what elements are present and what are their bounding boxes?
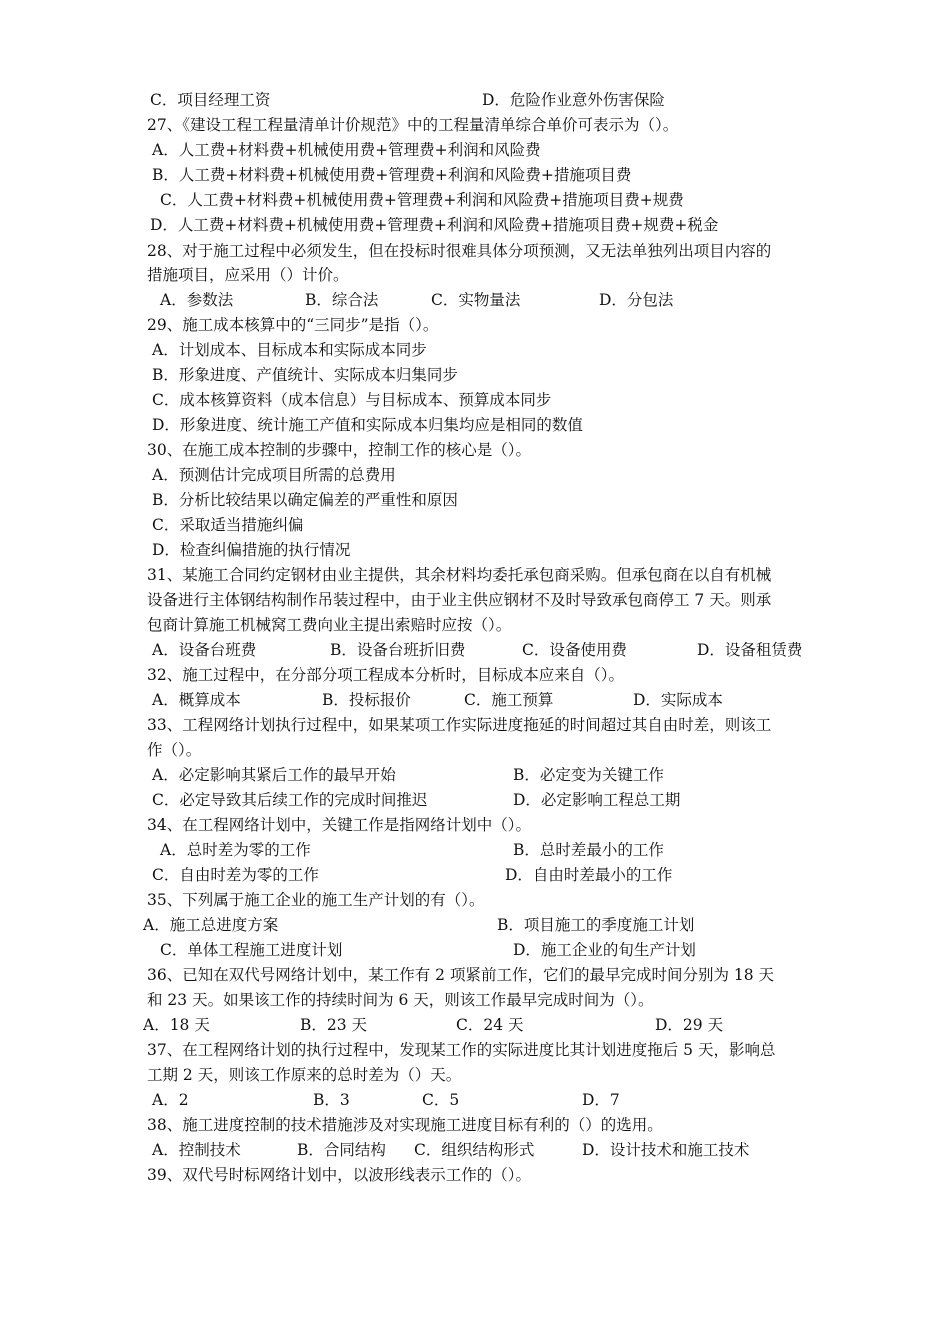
- text-segment: B．3: [313, 1091, 350, 1109]
- text-segment: D．危险作业意外伤害保险: [482, 91, 665, 109]
- text-segment: B．设备台班折旧费: [330, 641, 466, 659]
- text-segment: 31、某施工合同约定钢材由业主提供，其余材料均委托承包商采购。但承包商在以自有机械: [147, 566, 772, 584]
- text-segment: A．施工总进度方案: [143, 916, 279, 934]
- text-segment: 30、在施工成本控制的步骤中，控制工作的核心是（）。: [147, 441, 531, 459]
- text-segment: 27、《建设工程工程量清单计价规范》中的工程量清单综合单价可表示为（）。: [147, 116, 679, 134]
- text-segment: C．自由时差为零的工作: [152, 866, 319, 884]
- text-segment: D．设计技术和施工技术: [582, 1141, 750, 1159]
- text-segment: B．人工费+材料费+机械使用费+管理费+利润和风险费+措施项目费: [152, 166, 632, 184]
- text-segment: 作（）。: [147, 741, 202, 759]
- text-segment: 32、施工过程中，在分部分项工程成本分析时，目标成本应来自（）。: [147, 666, 624, 684]
- text-segment: C．组织结构形式: [414, 1141, 535, 1159]
- text-segment: A．18 天: [143, 1016, 210, 1034]
- text-segment: C．实物量法: [431, 291, 521, 309]
- text-segment: D．必定影响工程总工期: [513, 791, 681, 809]
- text-segment: A．控制技术: [152, 1141, 241, 1159]
- text-segment: B．分析比较结果以确定偏差的严重性和原因: [152, 491, 458, 509]
- text-segment: A．参数法: [160, 291, 234, 309]
- text-segment: 38、施工进度控制的技术措施涉及对实现施工进度目标有利的（）的选用。: [147, 1116, 663, 1134]
- text-segment: C．项目经理工资: [150, 91, 271, 109]
- text-segment: A．必定影响其紧后工作的最早开始: [152, 766, 396, 784]
- text-segment: C．设备使用费: [522, 641, 627, 659]
- text-segment: D．29 天: [655, 1016, 724, 1034]
- text-segment: 36、已知在双代号网络计划中，某工作有 2 项紧前工作，它们的最早完成时间分别为 18 天: [147, 966, 775, 984]
- text-segment: C．施工预算: [464, 691, 554, 709]
- text-segment: B．项目施工的季度施工计划: [497, 916, 695, 934]
- text-segment: D．分包法: [599, 291, 674, 309]
- text-segment: 和 23 天。如果该工作的持续时间为 6 天，则该工作最早完成时间为（）。: [147, 991, 654, 1009]
- text-segment: B．必定变为关键工作: [513, 766, 664, 784]
- text-segment: D．设备租赁费: [697, 641, 803, 659]
- text-segment: 措施项目，应采用（）计价。: [147, 266, 349, 284]
- text-segment: A．设备台班费: [152, 641, 257, 659]
- text-segment: D．施工企业的旬生产计划: [513, 941, 696, 959]
- text-segment: D．形象进度、统计施工产值和实际成本归集均应是相同的数值: [152, 416, 583, 434]
- text-segment: A．预测估计完成项目所需的总费用: [152, 466, 396, 484]
- text-segment: 35、下列属于施工企业的施工生产计划的有（）。: [147, 891, 485, 909]
- text-segment: D．7: [582, 1091, 620, 1109]
- text-segment: 39、双代号时标网络计划中，以波形线表示工作的（）。: [147, 1166, 531, 1184]
- text-segment: 包商计算施工机械窝工费向业主提出索赔时应按（）。: [147, 616, 512, 634]
- text-segment: 28、对于施工过程中必须发生，但在投标时很难具体分项预测，又无法单独列出项目内容的: [147, 242, 772, 260]
- text-segment: D．实际成本: [633, 691, 723, 709]
- text-segment: C．必定导致其后续工作的完成时间推迟: [152, 791, 428, 809]
- text-segment: C．24 天: [456, 1016, 524, 1034]
- text-segment: C．5: [422, 1091, 460, 1109]
- text-segment: A．计划成本、目标成本和实际成本同步: [152, 341, 427, 359]
- text-segment: A．总时差为零的工作: [160, 841, 311, 859]
- text-segment: B．综合法: [305, 291, 379, 309]
- text-segment: A．人工费+材料费+机械使用费+管理费+利润和风险费: [152, 141, 541, 159]
- text-segment: D．自由时差最小的工作: [505, 866, 673, 884]
- text-segment: 29、施工成本核算中的“三同步”是指（）。: [147, 316, 439, 334]
- text-segment: A．2: [152, 1091, 189, 1109]
- text-segment: C．单体工程施工进度计划: [160, 941, 343, 959]
- text-segment: C．人工费+材料费+机械使用费+管理费+利润和风险费+措施项目费+规费: [160, 191, 684, 209]
- text-segment: B．总时差最小的工作: [513, 841, 664, 859]
- text-segment: 工期 2 天，则该工作原来的总时差为（）天。: [147, 1066, 462, 1084]
- text-segment: 34、在工程网络计划中，关键工作是指网络计划中（）。: [147, 816, 531, 834]
- text-segment: A．概算成本: [152, 691, 241, 709]
- text-segment: B．投标报价: [322, 691, 411, 709]
- text-segment: D．人工费+材料费+机械使用费+管理费+利润和风险费+措施项目费+规费+税金: [150, 216, 719, 234]
- text-segment: C．采取适当措施纠偏: [152, 516, 304, 534]
- text-segment: 33、工程网络计划执行过程中，如果某项工作实际进度拖延的时间超过其自由时差，则该工: [147, 716, 772, 734]
- text-segment: D．检查纠偏措施的执行情况: [152, 541, 351, 559]
- text-segment: C．成本核算资料（成本信息）与目标成本、预算成本同步: [152, 391, 552, 409]
- text-segment: B．23 天: [300, 1016, 368, 1034]
- text-segment: 设备进行主体钢结构制作吊装过程中，由于业主供应钢材不及时导致承包商停工 7 天。则承: [147, 591, 772, 609]
- text-segment: B．合同结构: [297, 1141, 386, 1159]
- text-segment: 37、在工程网络计划的执行过程中，发现某工作的实际进度比其计划进度拖后 5 天，影响总: [147, 1041, 776, 1059]
- text-segment: B．形象进度、产值统计、实际成本归集同步: [152, 366, 458, 384]
